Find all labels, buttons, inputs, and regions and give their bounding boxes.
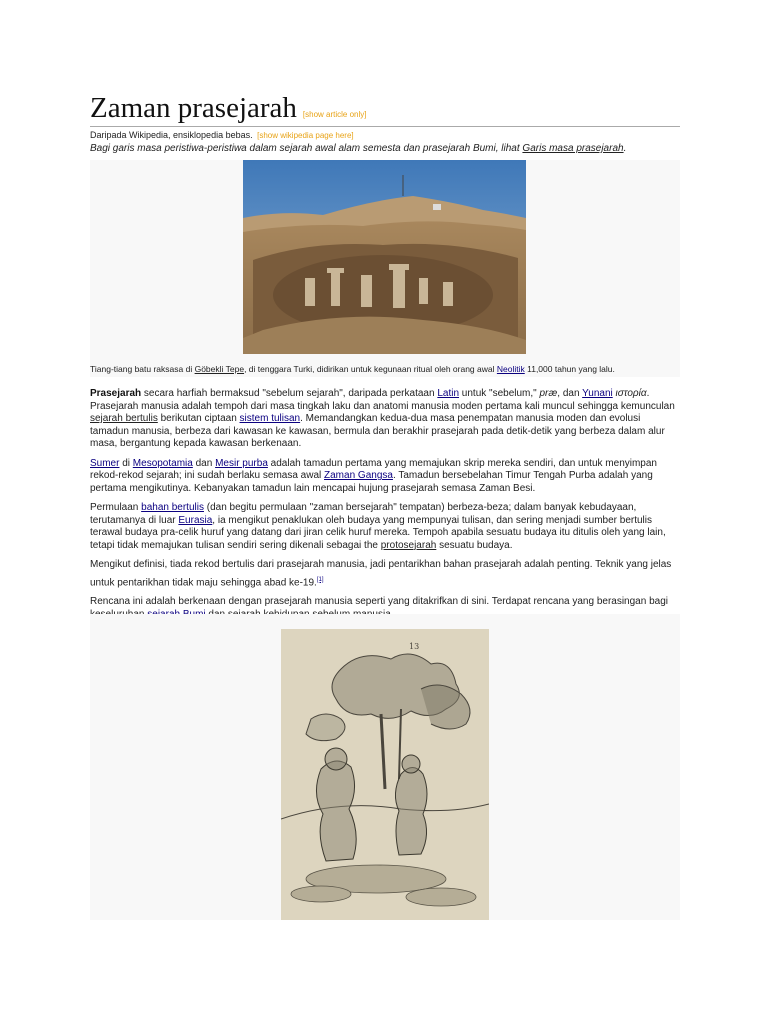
hatnote xyxy=(90,142,680,155)
bold-prasejarah: Prasejarah xyxy=(90,388,142,399)
caption-pre: Tiang-tiang batu raksasa di xyxy=(90,364,193,374)
hatnote-prefix: Bagi garis masa peristiwa-peristiwa dalam sejarah awal alam semesta dan prasejarah Bumi, lihat xyxy=(90,143,520,154)
paragraph-3 xyxy=(90,502,680,552)
text: adalah tamadun pertama yang memajukan skrip mereka sendiri, dan untuk menyimpan rekod-rekod sejarah; ini sudah berlaku semasa awal xyxy=(90,457,657,481)
text: sesuatu budaya. xyxy=(436,539,513,551)
latin-link[interactable]: Latin xyxy=(437,388,460,399)
text: untuk "sebelum," xyxy=(459,388,540,399)
hatnote-suffix: . xyxy=(623,143,627,154)
figure-prehistoric-illustration xyxy=(90,614,680,920)
text: Mengikut definisi, tiada rekod bertulis dari prasejarah manusia, jadi pentarikhan bahan prasejarah adalah penting. Teknik yang jelas untuk pentarikhan tidak maju sehingga abad ke-19. xyxy=(90,559,672,588)
figure-gobekli-tepe xyxy=(90,160,680,377)
paragraph-2 xyxy=(90,458,680,496)
title-row xyxy=(90,92,680,127)
text: secara harfiah bermaksud "sebelum sejarah", daripada perkataan xyxy=(141,388,438,399)
yunani-link[interactable]: Yunani xyxy=(582,388,613,399)
paragraph-1 xyxy=(90,388,680,451)
show-article-only-link[interactable]: [show article only] xyxy=(302,110,367,119)
page-title: Zaman prasejarah xyxy=(90,92,297,124)
from-wikipedia xyxy=(90,130,680,141)
prehistoric-humans-illustration[interactable] xyxy=(281,629,489,920)
sumer-link[interactable]: Sumer xyxy=(90,457,120,469)
text: . Prasejarah manusia adalah tempoh dari masa tingkah laku dan anatomi manusia moden pertama kali muncul sehingga kemunculan xyxy=(90,388,675,412)
text: (dan begitu permulaan "zaman bersejarah" tempatan) berbeza-beza; dalam banyak kebudayaan, terutamanya di luar xyxy=(90,502,637,526)
zaman-gangsa-link[interactable]: Zaman Gangsa xyxy=(324,470,393,481)
article-body xyxy=(90,388,680,628)
mesir-purba-link[interactable]: Mesir purba xyxy=(215,457,268,469)
protosejarah-link[interactable]: protosejarah xyxy=(380,539,437,551)
text: , dan xyxy=(557,388,583,399)
text: dan xyxy=(192,457,216,469)
text: , ia mengikut penaklukan oleh budaya yang mempunyai tulisan, dan sering menjadi sumber bertulis terawal budaya pra-celik huruf yang datang dari jiran celik huruf mereka. Tempoh apabila sesuatu budaya itu ditulis oleh yang lain, tetapi tidak memajukan tulisan sendiri sering dikenali sebagai the xyxy=(90,514,666,551)
text: . Memandangkan kedua-dua masa penempatan manusia moden dan evolusi tamadun manusia, berbeza dari kawasan ke kawasan, bermula dan berakhir prasejarah pada detik-detik yang berbeza dalam alur masa, bergantung kepada kawasan berkenaan. xyxy=(90,413,665,449)
svg-text:13: 13 xyxy=(409,642,420,651)
reference-link[interactable]: [1] xyxy=(316,576,324,583)
eurasia-link[interactable]: Eurasia xyxy=(178,514,213,526)
mesopotamia-link[interactable]: Mesopotamia xyxy=(132,457,193,469)
figure1-caption xyxy=(90,364,680,375)
from-text: Daripada Wikipedia, ensiklopedia bebas. xyxy=(90,130,253,140)
prae-word: præ xyxy=(539,388,558,399)
paragraph-4 xyxy=(90,559,680,589)
greek-word: ιστορία xyxy=(615,388,647,399)
text: Rencana ini adalah berkenaan dengan prasejarah manusia seperti yang ditakrifkan di sini. Terdapat rencana yang berasingan bagi xyxy=(90,596,668,608)
article-header xyxy=(90,92,680,155)
bahan-bertulis-link[interactable]: bahan bertulis xyxy=(141,502,204,513)
gobekli-tepe-link[interactable]: Göbekli Tepe xyxy=(194,364,245,374)
text: berikutan ciptaan xyxy=(157,413,240,424)
sejarah-bertulis-link[interactable]: sejarah bertulis xyxy=(90,413,158,424)
show-wikipedia-page-link[interactable]: [show wikipedia page here] xyxy=(257,131,354,140)
neolitik-link[interactable]: Neolitik xyxy=(496,364,525,374)
sistem-tulisan-link[interactable]: sistem tulisan xyxy=(239,413,301,424)
text: Permulaan xyxy=(90,502,142,513)
hatnote-link[interactable]: Garis masa prasejarah xyxy=(522,143,624,154)
text: di xyxy=(119,457,133,469)
caption-mid: , di tenggara Turki, didirikan untuk kegunaan ritual oleh orang awal xyxy=(244,364,495,374)
gobekli-tepe-photo[interactable] xyxy=(243,160,526,354)
caption-post: 11,000 tahun yang lalu. xyxy=(527,364,615,374)
text: . Tamadun bersebelahan Timur Tengah Purba adalah yang pertama mengikutinya. Kebanyakan tamadun lain mencapai hujung prasejarah semasa Zaman Besi. xyxy=(90,470,653,494)
